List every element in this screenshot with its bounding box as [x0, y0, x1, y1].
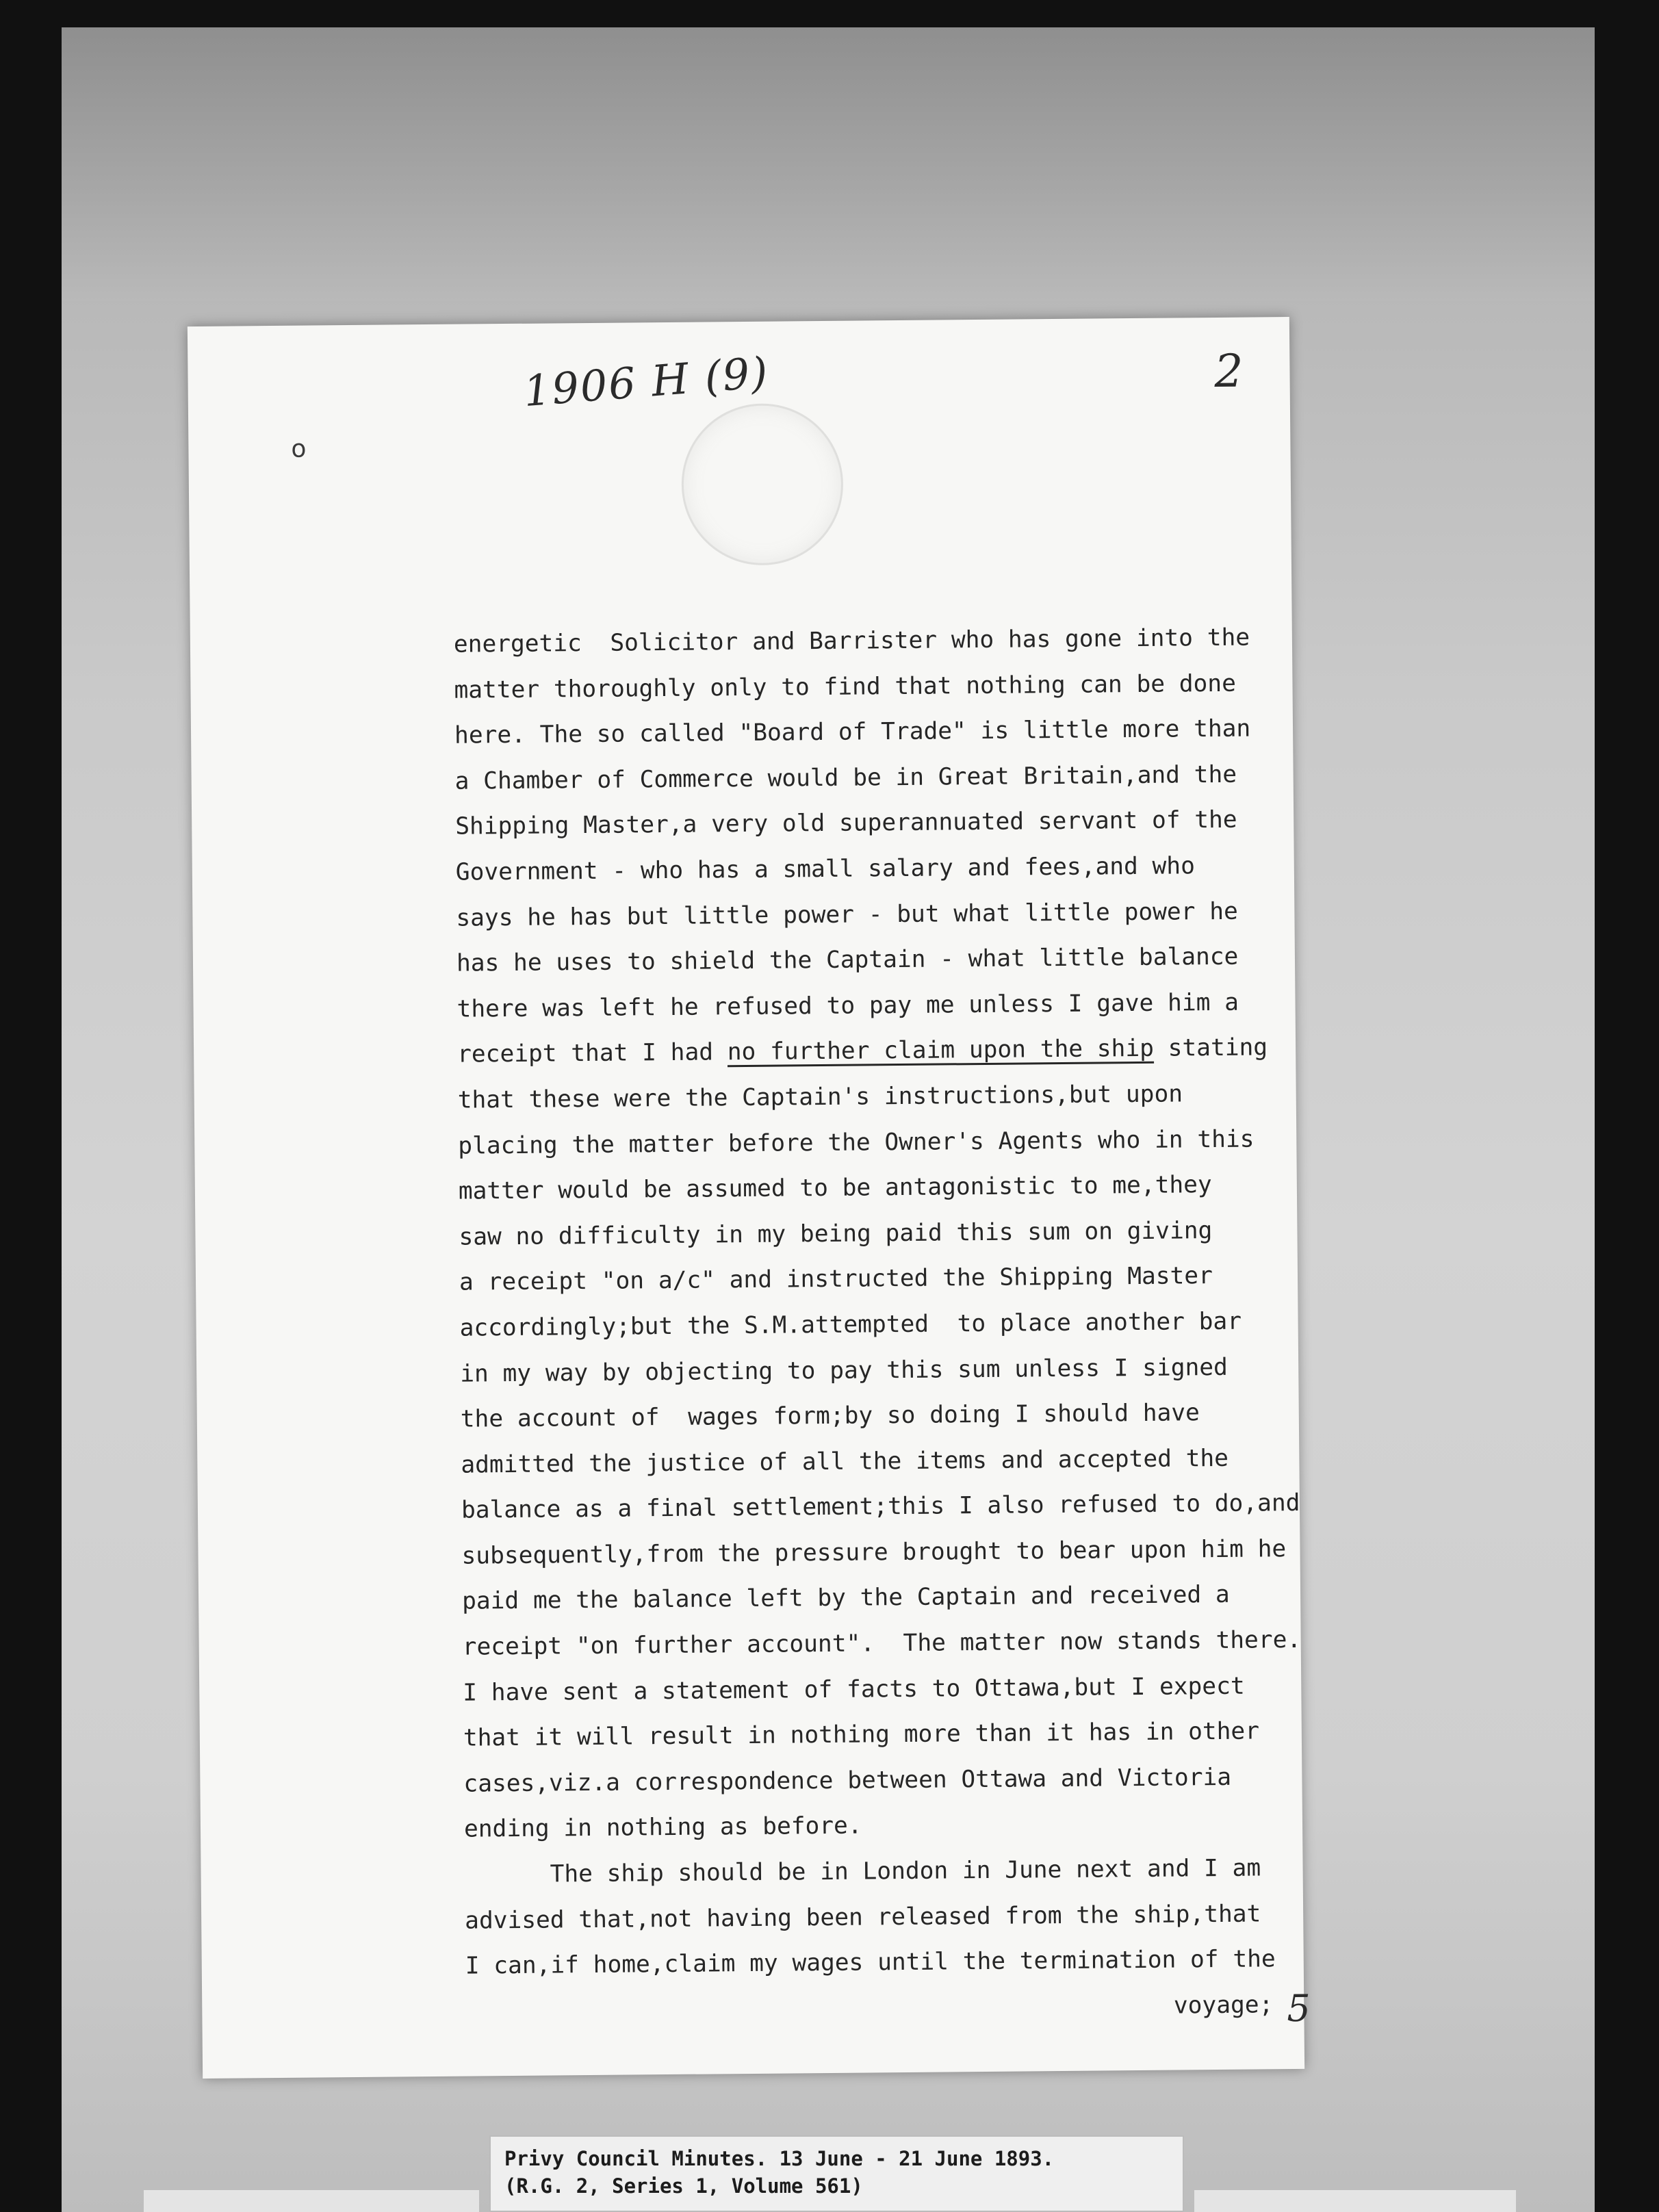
body-line: Shipping Master,a very old superannuated servant of the [455, 806, 1237, 841]
film-frame-strip-right [1194, 2190, 1516, 2212]
film-frame-strip-left [144, 2190, 479, 2212]
letter-body [453, 615, 1302, 2035]
archive-stamp [681, 403, 844, 566]
body-line: matter would be assumed to be antagonistic to me,they [458, 1171, 1212, 1205]
body-line: says he has but little power - but what little power he [456, 897, 1238, 932]
body-line: saw no difficulty in my being paid this sum on giving [459, 1216, 1213, 1251]
body-line: Government - who has a small salary and fees,and who [455, 852, 1196, 886]
paragraph-start-line: The ship should be in London in June next and I am [550, 1854, 1261, 1888]
film-edge-top [0, 0, 1659, 27]
microfilm-top-band [62, 27, 1595, 301]
body-line: a receipt "on a/c" and instructed the Shipping Master [459, 1262, 1213, 1296]
body-line: I have sent a statement of facts to Ottawa,but I expect [463, 1672, 1245, 1707]
body-line: balance as a final settlement;this I also refused to do,and [461, 1489, 1300, 1524]
body-line: advised that,not having been released from the ship,that [465, 1900, 1261, 1935]
body-line: the account of wages form;by so doing I should have [460, 1399, 1200, 1433]
continuation-word: voyage; [1173, 1991, 1274, 2020]
body-line: cases,viz.a correspondence between Ottawa and Victoria [463, 1763, 1232, 1798]
body-line: paid me the balance left by the Captain and received a [461, 1581, 1230, 1616]
receipt-line-start: receipt that I had [456, 1038, 728, 1069]
caption-reference: (R.G. 2, Series 1, Volume 561) [504, 2174, 863, 2198]
body-line: there was left he refused to pay me unless I gave him a [456, 988, 1239, 1023]
margin-mark: o [291, 435, 307, 463]
body-line: in my way by objecting to pay this sum unless I signed [460, 1353, 1228, 1388]
body-line: receipt "on further account". The matter now stands there. [462, 1626, 1302, 1661]
underlined-phrase: no further claim upon the ship [727, 1035, 1155, 1066]
document-page [188, 317, 1311, 2079]
body-line: that these were the Captain's instructions,but upon [457, 1080, 1183, 1114]
page-number: 2 [1214, 344, 1244, 398]
archive-caption [489, 2135, 1184, 2212]
film-edge-left [0, 0, 62, 2212]
body-line: admitted the justice of all the items and accepted the [461, 1444, 1229, 1479]
body-line: that it will result in nothing more than it has in other [463, 1717, 1260, 1752]
caption-title: Privy Council Minutes. 13 June - 21 June 1893. [504, 2147, 1055, 2170]
body-line: accordingly;but the S.M.attempted to place another bar [459, 1307, 1242, 1342]
film-edge-right [1595, 0, 1659, 2212]
body-line: subsequently,from the pressure brought to bear upon him he [461, 1535, 1287, 1570]
body-line: ending in nothing as before. [463, 1812, 862, 1844]
reference-annotation: 1906 H (9) [522, 347, 771, 417]
body-line: here. The so called "Board of Trade" is little more than [454, 715, 1251, 749]
body-line: placing the matter before the Owner's Agents who in this [458, 1125, 1255, 1160]
receipt-line [457, 1025, 1279, 1078]
body-line: has he uses to shield the Captain - what little balance [456, 942, 1239, 977]
receipt-line-end: stating [1153, 1033, 1268, 1063]
body-line: I can,if home,claim my wages until the termination of the [465, 1945, 1276, 1980]
folio-annotation: 5 [1287, 1986, 1311, 2031]
body-line: energetic Solicitor and Barrister who has gone into the [453, 623, 1250, 658]
body-line: matter thoroughly only to find that nothing can be done [454, 669, 1237, 704]
body-line: a Chamber of Commerce would be in Great Britain,and the [454, 760, 1237, 795]
